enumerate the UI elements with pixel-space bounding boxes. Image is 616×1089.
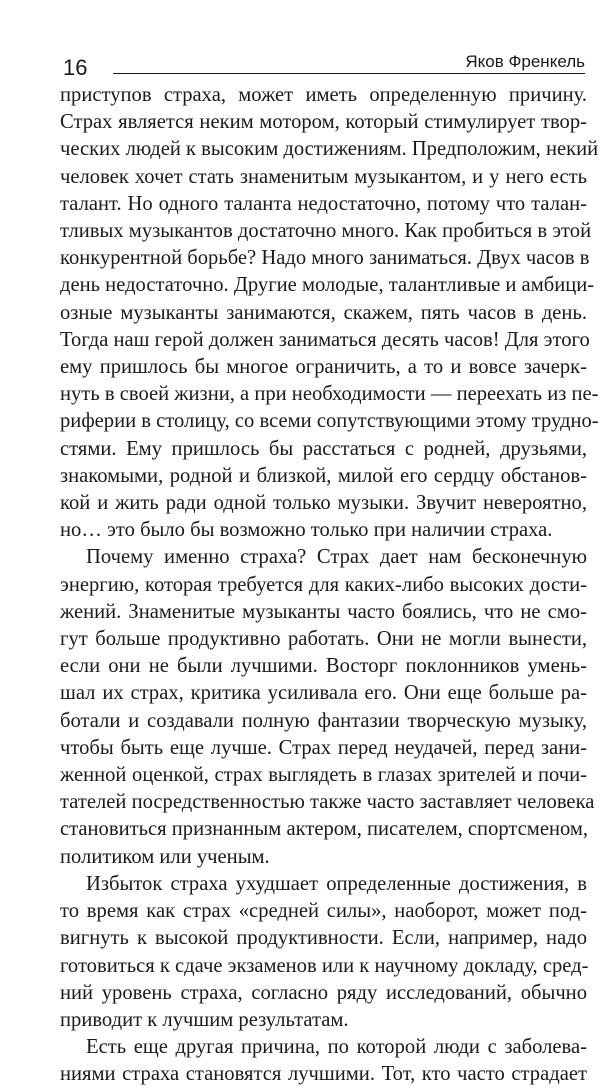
running-title: Яков Френкель bbox=[465, 52, 585, 71]
text-line: ний уровень страха, согласно ряду исследований, обычно bbox=[60, 981, 587, 1004]
text-line: риферии в столицу, со всеми сопутствующими этому трудно- bbox=[60, 410, 599, 433]
body-text bbox=[60, 82, 599, 1089]
text-line: кой и жить ради одной только музыки. Звучит невероятно, bbox=[60, 492, 587, 515]
text-line: приводит к лучшим результатам. bbox=[60, 1008, 349, 1031]
text-line: Есть еще другая причина, по которой люди с заболева- bbox=[86, 1036, 587, 1059]
text-line: вигнуть к высокой продуктивности. Если, например, надо bbox=[60, 927, 587, 950]
page-header bbox=[55, 48, 585, 82]
text-line: ниями страха становятся лучшими. Тот, кто часто страдает bbox=[60, 1063, 587, 1086]
text-line: Страх является неким мотором, который стимулирует твор- bbox=[60, 111, 587, 134]
text-line: нуть в своей жизни, а при необходимости — переехать из пе- bbox=[60, 383, 599, 406]
paragraph bbox=[60, 544, 595, 870]
page-number: 16 bbox=[63, 55, 88, 80]
text-line: гут больше продуктивно работать. Они не могли вынести, bbox=[60, 628, 587, 651]
text-line: энергию, которая требуется для каких-либо высоких дости- bbox=[60, 573, 587, 596]
text-line: то время как страх «средней силы», наоборот, может под- bbox=[60, 900, 587, 923]
text-line: Почему именно страха? Страх дает нам бесконечную bbox=[86, 546, 587, 569]
text-line: ботали и создавали полную фантазии творческую музыку, bbox=[60, 709, 587, 732]
paragraph bbox=[60, 82, 599, 544]
text-line: шал их страх, критика усиливала его. Они еще больше ра- bbox=[60, 682, 587, 705]
text-line: конкурентной борьбе? Надо много заниматься. Двух часов в bbox=[60, 247, 590, 270]
text-line: жений. Знаменитые музыканты часто боялись, что не смо- bbox=[60, 600, 587, 623]
header-rule bbox=[113, 73, 585, 74]
text-line: готовиться к сдаче экзаменов или к научному докладу, сред- bbox=[60, 954, 589, 977]
text-line: тателей посредственностью также часто заставляет человека bbox=[60, 791, 595, 814]
text-line: день недостаточно. Другие молодые, талантливые и амбици- bbox=[60, 274, 595, 297]
text-line: талант. Но одного таланта недостаточно, потому что талан- bbox=[60, 192, 587, 215]
text-line: ческих людей к высоким достижениям. Предположим, некий bbox=[60, 138, 599, 161]
text-line: Тогда наш герой должен заниматься десять часов! Для этого bbox=[60, 328, 590, 351]
text-line: если они не были лучшими. Восторг поклонников умень- bbox=[60, 655, 587, 678]
text-line: чтобы быть еще лучше. Страх перед неудачей, перед зани- bbox=[60, 736, 587, 759]
text-line: приступов страха, может иметь определенную причину. bbox=[60, 84, 587, 106]
text-line: знакомыми, родной и близкой, милой его сердцу обстанов- bbox=[60, 464, 587, 487]
text-line: женной оценкой, страх выглядеть в глазах зрителей и почи- bbox=[60, 764, 587, 787]
text-line: озные музыканты занимаются, скажем, пять часов в день. bbox=[60, 301, 587, 324]
text-line: тливых музыкантов достаточно много. Как пробиться в этой bbox=[60, 220, 592, 243]
paragraph bbox=[60, 1034, 587, 1088]
text-line: ему пришлось бы многое ограничить, а то и вовсе зачерк- bbox=[60, 356, 587, 379]
text-line: Избыток страха ухудшает определенные достижения, в bbox=[86, 872, 587, 895]
text-line: но… это было бы возможно только при наличии страха. bbox=[60, 519, 553, 542]
text-line: стями. Ему пришлось бы расстаться с родней, друзьями, bbox=[60, 437, 587, 460]
text-line: человек хочет стать знаменитым музыкантом, и у него есть bbox=[60, 165, 587, 188]
text-line: становиться признанным актером, писателем, спортсменом, bbox=[60, 818, 589, 841]
paragraph bbox=[60, 871, 587, 1034]
text-line: политиком или ученым. bbox=[60, 845, 270, 868]
